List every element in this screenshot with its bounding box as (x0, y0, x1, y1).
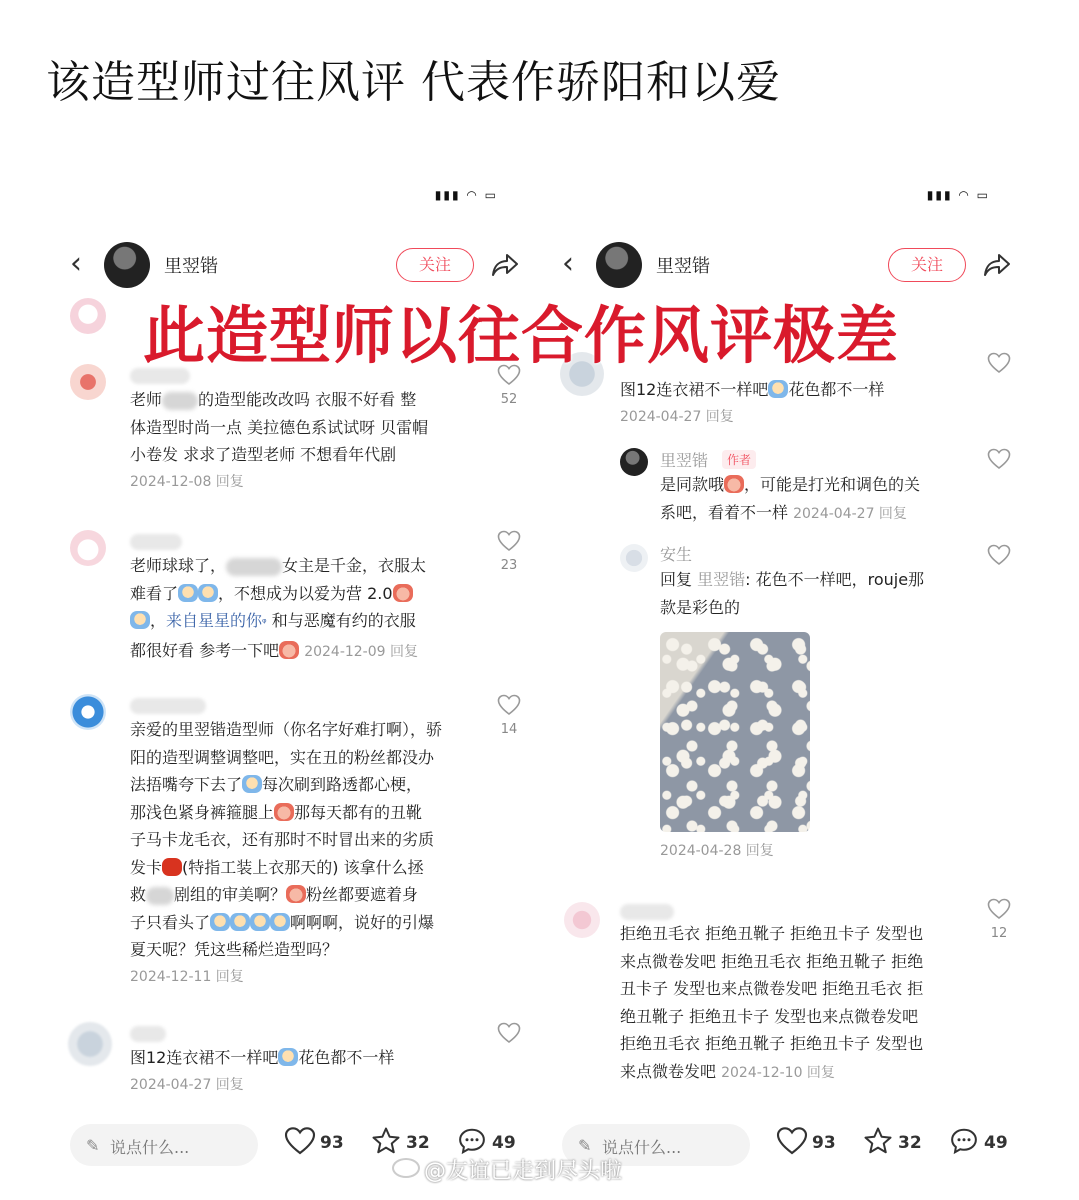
share-icon[interactable] (490, 252, 520, 278)
comment-username[interactable] (130, 534, 182, 550)
comment-date[interactable]: 2024-04-27 回复 (130, 1076, 244, 1093)
author-avatar[interactable] (596, 242, 642, 288)
watermark: @友谊已走到尽头啦 (424, 1159, 623, 1184)
like-button[interactable] (984, 544, 1014, 566)
like-count: 14 (500, 722, 518, 737)
comment-text: 拒绝丑毛衣 拒绝丑靴子 拒绝丑卡子 发型也 来点微卷发吧 拒绝丑毛衣 拒绝丑靴子 拒绝 丑卡子 发型也来点微卷发吧 拒绝丑毛衣 拒 绝丑靴子 拒绝丑卡子 发型也来点微卷发吧 拒绝丑毛衣 拒绝丑靴子 拒绝丑卡子 发型也 来点微卷发吧 2024-12-10 回复 (620, 924, 924, 1081)
comment-date[interactable]: 2024-12-08 回复 (130, 473, 244, 490)
comment-bubble-icon (948, 1126, 980, 1156)
heart-icon (497, 1022, 521, 1044)
comment-item (58, 690, 538, 990)
comment-avatar[interactable] (70, 298, 106, 334)
author-name[interactable]: 里翌锴 (164, 256, 218, 277)
comment-item (550, 896, 1030, 1096)
status-icons: ▮▮▮ ◠ ▭ (926, 188, 990, 202)
collect-button[interactable]: 32 (862, 1126, 932, 1160)
comment-username[interactable] (130, 1026, 166, 1042)
like-button[interactable] (494, 694, 524, 737)
heart-icon (497, 694, 521, 716)
pencil-icon: ✎ (578, 1136, 592, 1155)
author-name[interactable]: 里翌锴 (656, 256, 710, 277)
heart-icon (987, 448, 1011, 470)
like-count: 12 (990, 926, 1008, 941)
heart-icon (497, 530, 521, 552)
like-count: 52 (500, 392, 518, 407)
comments-button[interactable]: 49 (456, 1126, 526, 1160)
reply-text: 是同款哦 ，可能是打光和调色的关 系吧，看着不一样 2024-04-27 回复 (660, 475, 921, 522)
like-total-button[interactable]: 93 (776, 1126, 846, 1160)
comment-text: 老师球球了， 女主是千金，衣服太 难看了 ，不想成为以爱为营 2.0 ，来自星星的你ᵠ 和与恶魔有约的衣服 都很好看 参考一下吧 2024-12-09 回复 (130, 556, 427, 660)
reply-avatar[interactable] (620, 448, 648, 476)
share-icon[interactable] (982, 252, 1012, 278)
author-tag: 作者 (722, 450, 756, 469)
follow-button[interactable]: 关注 (396, 248, 474, 282)
comment-text: 图12连衣裙不一样吧 花色都不一样 2024-04-27 回复 (130, 1044, 490, 1099)
comment-avatar[interactable] (70, 694, 106, 730)
heart-icon (776, 1126, 808, 1156)
status-icons: ▮▮▮ ◠ ▭ (434, 188, 498, 202)
like-button[interactable] (494, 1022, 524, 1044)
author-avatar[interactable] (104, 242, 150, 288)
page-headline: 该造型师过往风评 代表作骄阳和以爱 (46, 57, 781, 108)
like-button[interactable] (494, 530, 524, 573)
note-topbar (58, 242, 538, 288)
comment-input[interactable]: ✎ 说点什么... (70, 1124, 258, 1166)
pencil-icon: ✎ (86, 1136, 100, 1155)
heart-icon (987, 898, 1011, 920)
reply-username[interactable]: 安生 (660, 545, 693, 564)
reply-photo[interactable] (660, 632, 810, 832)
comment-input[interactable]: ✎ 说点什么... (562, 1124, 750, 1166)
comment-date[interactable]: 2024-04-27 回复 (793, 505, 907, 522)
follow-button[interactable]: 关注 (888, 248, 966, 282)
comments-button[interactable]: 49 (948, 1126, 1018, 1160)
like-count: 23 (500, 558, 518, 573)
note-topbar (550, 242, 1030, 288)
comment-username[interactable] (130, 698, 206, 714)
like-button[interactable] (984, 898, 1014, 941)
comment-avatar[interactable] (68, 1022, 112, 1066)
search-link[interactable]: 来自星星的你 (166, 611, 263, 630)
comment-date[interactable]: 2024-04-27 回复 (620, 408, 734, 425)
reply-text: 回复 里翌锴: 花色不一样吧，rouje那 款是彩色的 (660, 570, 925, 617)
star-icon (862, 1126, 894, 1156)
reply-item (550, 444, 1030, 534)
comment-avatar[interactable] (70, 530, 106, 566)
collect-button[interactable]: 32 (370, 1126, 440, 1160)
overlay-caption: 此造型师以往合作风评极差 (143, 299, 900, 372)
comment-avatar[interactable] (70, 364, 106, 400)
reply-username[interactable]: 里翌锴 (660, 451, 709, 470)
comment-avatar[interactable] (564, 902, 600, 938)
back-icon[interactable]: ‹ (562, 246, 574, 281)
comment-date[interactable]: 2024-12-09 回复 (304, 643, 418, 660)
comment-text: 亲爱的里翌锴造型师（你名字好难打啊），骄 阳的造型调整调整吧，实在丑的粉丝都没办 法捂嘴夸下去了 每次刷到路透都心梗， 那浅色紧身裤箍腿上 那每天都有的丑靴 子马卡龙毛衣，还有那时不时冒出来的劣质 发卡 (特指工装上衣那天的) 该拿什么拯 救 剧组的审美啊？ 粉丝都要遮着身 子只看头了 啊啊啊，说好的引爆 夏天呢？凭这些稀烂造型吗？ 2024-12-11 回复 (130, 716, 490, 991)
status-bar (550, 184, 1030, 208)
comment-item (58, 360, 538, 500)
comment-username[interactable] (620, 904, 674, 920)
like-total-button[interactable]: 93 (284, 1126, 354, 1160)
comment-date[interactable]: 2024-04-28 回复 (660, 843, 774, 859)
heart-icon (284, 1126, 316, 1156)
comment-text: 老师 的造型能改改吗 衣服不好看 整 体造型时尚一点 美拉德色系试试呀 贝雷帽 小卷发 求求了造型老师 不想看年代剧 2024-12-08 回复 (130, 386, 490, 496)
star-icon (370, 1126, 402, 1156)
like-button[interactable] (984, 448, 1014, 470)
comment-bubble-icon (456, 1126, 488, 1156)
comment-item (58, 1018, 538, 1108)
comment-item (58, 526, 538, 666)
status-bar (58, 184, 538, 208)
comment-text: 图12连衣裙不一样吧 花色都不一样 2024-04-27 回复 (620, 376, 980, 431)
comment-date[interactable]: 2024-12-10 回复 (721, 1064, 835, 1081)
heart-icon (987, 352, 1011, 374)
like-button[interactable] (984, 352, 1014, 374)
reply-avatar[interactable] (620, 544, 648, 572)
heart-icon (987, 544, 1011, 566)
back-icon[interactable]: ‹ (70, 246, 82, 281)
comment-date[interactable]: 2024-12-11 回复 (130, 968, 244, 985)
